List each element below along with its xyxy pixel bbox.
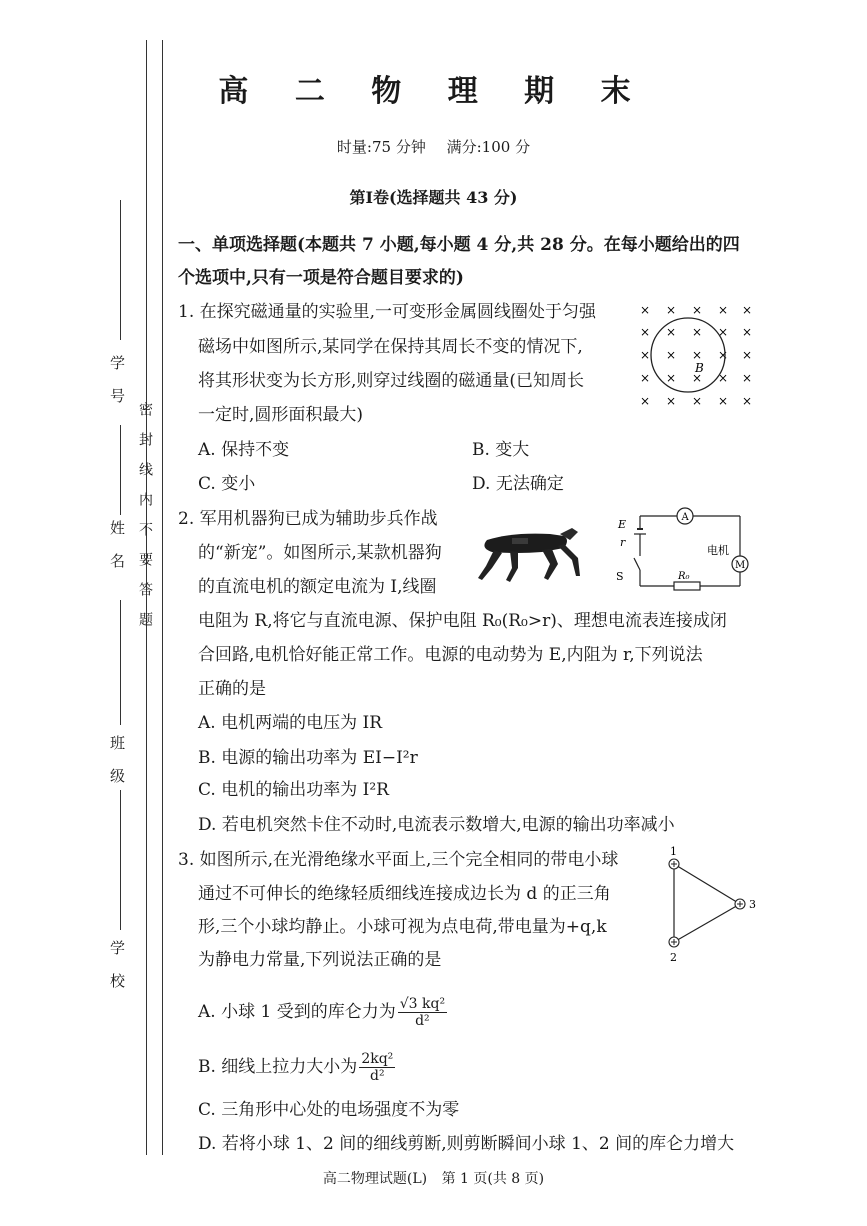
q2-option-c[interactable]: C. 电机的输出功率为 I²R bbox=[198, 780, 389, 800]
q1-option-c[interactable]: C. 变小 bbox=[198, 474, 256, 494]
q3-option-b-text: B. 细线上拉力大小为 bbox=[198, 1057, 358, 1077]
footer-exam-name: 高二物理试题(L) bbox=[322, 1171, 428, 1187]
q3-option-a-denominator: d² bbox=[415, 1013, 430, 1029]
q1-magnetic-field-figure bbox=[630, 300, 753, 410]
q3-option-a[interactable] bbox=[198, 996, 447, 1029]
q2-line-3: 的直流电机的额定电流为 I,线圈 bbox=[198, 577, 437, 597]
q2-line-1: 2. 军用机器狗已成为辅助步兵作战 bbox=[178, 509, 438, 529]
class-field[interactable] bbox=[120, 600, 121, 725]
field-cross-mark: × bbox=[640, 394, 651, 408]
q3-option-c[interactable]: C. 三角形中心处的电场强度不为零 bbox=[198, 1100, 460, 1120]
circular-coil bbox=[651, 318, 725, 392]
ball-1 bbox=[669, 859, 679, 869]
field-label-b: B bbox=[695, 361, 704, 375]
q3-option-b-denominator: d² bbox=[370, 1068, 385, 1084]
q3-option-b-formula bbox=[359, 1051, 395, 1084]
field-cross-mark: × bbox=[666, 348, 677, 362]
field-cross-mark: × bbox=[666, 371, 677, 385]
motor-symbol: M bbox=[735, 560, 746, 571]
page-title: 高 二 物 理 期 末 bbox=[218, 74, 649, 109]
class-label: 班 级 bbox=[108, 735, 126, 783]
field-cross-mark: × bbox=[666, 303, 677, 317]
field-cross-mark: × bbox=[666, 325, 677, 339]
q2-line-6: 正确的是 bbox=[198, 679, 266, 699]
q3-option-b-numerator: 2kq² bbox=[361, 1051, 394, 1067]
field-cross-mark: × bbox=[718, 348, 729, 362]
q1-option-d[interactable]: D. 无法确定 bbox=[472, 474, 564, 494]
field-cross-mark: × bbox=[640, 371, 651, 385]
q2-option-b[interactable]: B. 电源的输出功率为 EI−I²r bbox=[198, 748, 418, 768]
field-cross-mark: × bbox=[640, 303, 651, 317]
name-field[interactable] bbox=[120, 425, 121, 515]
field-cross-mark: × bbox=[692, 394, 703, 408]
field-cross-mark: × bbox=[666, 394, 677, 408]
field-cross-mark: × bbox=[692, 371, 703, 385]
section-title: 第Ⅰ卷(选择题共 43 分) bbox=[349, 188, 518, 207]
q1-line-4: 一定时,圆形面积最大) bbox=[198, 405, 364, 425]
ball-2 bbox=[669, 937, 679, 947]
q3-triangle-figure bbox=[660, 844, 760, 964]
field-cross-mark: × bbox=[692, 325, 703, 339]
name-label: 姓 名 bbox=[108, 520, 126, 568]
part1-line-1: 一、单项选择题(本题共 7 小题,每小题 4 分,共 28 分。在每小题给出的四 bbox=[178, 235, 740, 255]
time-limit: 时量:75 分钟 bbox=[336, 138, 426, 156]
school-label: 学 校 bbox=[108, 940, 126, 988]
q3-option-a-text: A. 小球 1 受到的库仑力为 bbox=[198, 1002, 396, 1022]
q3-option-d[interactable]: D. 若将小球 1、2 间的细线剪断,则剪断瞬间小球 1、2 间的库仑力增大 bbox=[198, 1134, 735, 1154]
robot-dog-image bbox=[472, 520, 592, 590]
ball-3 bbox=[735, 899, 745, 909]
q1-option-a[interactable]: A. 保持不变 bbox=[198, 440, 290, 460]
resistor bbox=[674, 582, 700, 590]
internal-r-label: r bbox=[620, 536, 626, 549]
q2-option-a[interactable]: A. 电机两端的电压为 IR bbox=[198, 713, 383, 733]
q2-circuit-diagram bbox=[612, 508, 757, 598]
field-cross-mark: × bbox=[640, 325, 651, 339]
thread-2-3 bbox=[674, 904, 740, 942]
q3-option-a-numerator: √3 kq² bbox=[399, 996, 446, 1012]
field-cross-mark: × bbox=[742, 303, 753, 317]
q3-line-1: 3. 如图所示,在光滑绝缘水平面上,三个完全相同的带电小球 bbox=[178, 850, 619, 870]
field-cross-mark: × bbox=[692, 348, 703, 362]
field-cross-mark: × bbox=[718, 303, 729, 317]
switch bbox=[634, 558, 640, 570]
q3-line-4: 为静电力常量,下列说法正确的是 bbox=[198, 950, 442, 970]
student-id-label: 学 号 bbox=[108, 355, 126, 403]
field-cross-mark: × bbox=[718, 371, 729, 385]
field-cross-mark: × bbox=[742, 325, 753, 339]
q3-option-a-formula bbox=[398, 996, 447, 1029]
seal-notice: 密 封 线 内 不 要 答 题 bbox=[137, 402, 153, 626]
field-cross-mark: × bbox=[742, 394, 753, 408]
thread-1-3 bbox=[674, 864, 740, 904]
ball-1-label: 1 bbox=[670, 845, 677, 858]
switch-label: S bbox=[616, 570, 624, 583]
q2-line-4: 电阻为 R,将它与直流电源、保护电阻 R₀(R₀>r)、理想电流表连接成闭 bbox=[198, 611, 727, 631]
full-score: 满分:100 分 bbox=[446, 138, 531, 156]
resistor-label: R₀ bbox=[678, 571, 690, 582]
q2-line-2: 的“新宠”。如图所示,某款机器狗 bbox=[198, 543, 442, 563]
q3-line-3: 形,三个小球均静止。小球可视为点电荷,带电量为+q,k bbox=[198, 917, 607, 937]
ball-2-label: 2 bbox=[670, 951, 677, 964]
part1-line-2: 个选项中,只有一项是符合题目要求的) bbox=[178, 268, 464, 288]
q2-option-d[interactable]: D. 若电机突然卡住不动时,电流表示数增大,电源的输出功率减小 bbox=[198, 815, 675, 835]
exam-meta bbox=[0, 136, 867, 157]
q1-line-1: 1. 在探究磁通量的实验里,一可变形金属圆线圈处于匀强 bbox=[178, 302, 597, 322]
q1-option-b[interactable]: B. 变大 bbox=[472, 440, 530, 460]
emf-label: E bbox=[618, 518, 627, 531]
field-cross-mark: × bbox=[742, 348, 753, 362]
motor-text: 电机 bbox=[707, 544, 729, 557]
field-cross-mark: × bbox=[640, 348, 651, 362]
page-footer bbox=[0, 1168, 867, 1188]
q3-line-2: 通过不可伸长的绝缘轻质细线连接成边长为 d 的正三角 bbox=[198, 884, 611, 904]
field-cross-mark: × bbox=[718, 325, 729, 339]
ball-3-label: 3 bbox=[749, 898, 756, 911]
student-id-field[interactable] bbox=[120, 200, 121, 340]
q2-line-5: 合回路,电机恰好能正常工作。电源的电动势为 E,内阻为 r,下列说法 bbox=[198, 645, 703, 665]
field-cross-mark: × bbox=[718, 394, 729, 408]
field-cross-mark: × bbox=[742, 371, 753, 385]
q1-line-3: 将其形状变为长方形,则穿过线圈的磁通量(已知周长 bbox=[198, 371, 585, 391]
footer-page-info: 第 1 页(共 8 页) bbox=[441, 1171, 545, 1187]
school-field[interactable] bbox=[120, 790, 121, 930]
field-cross-mark: × bbox=[692, 303, 703, 317]
q3-option-b[interactable] bbox=[198, 1051, 395, 1084]
q1-line-2: 磁场中如图所示,某同学在保持其周长不变的情况下, bbox=[198, 337, 583, 357]
ammeter-label: A bbox=[681, 512, 689, 523]
